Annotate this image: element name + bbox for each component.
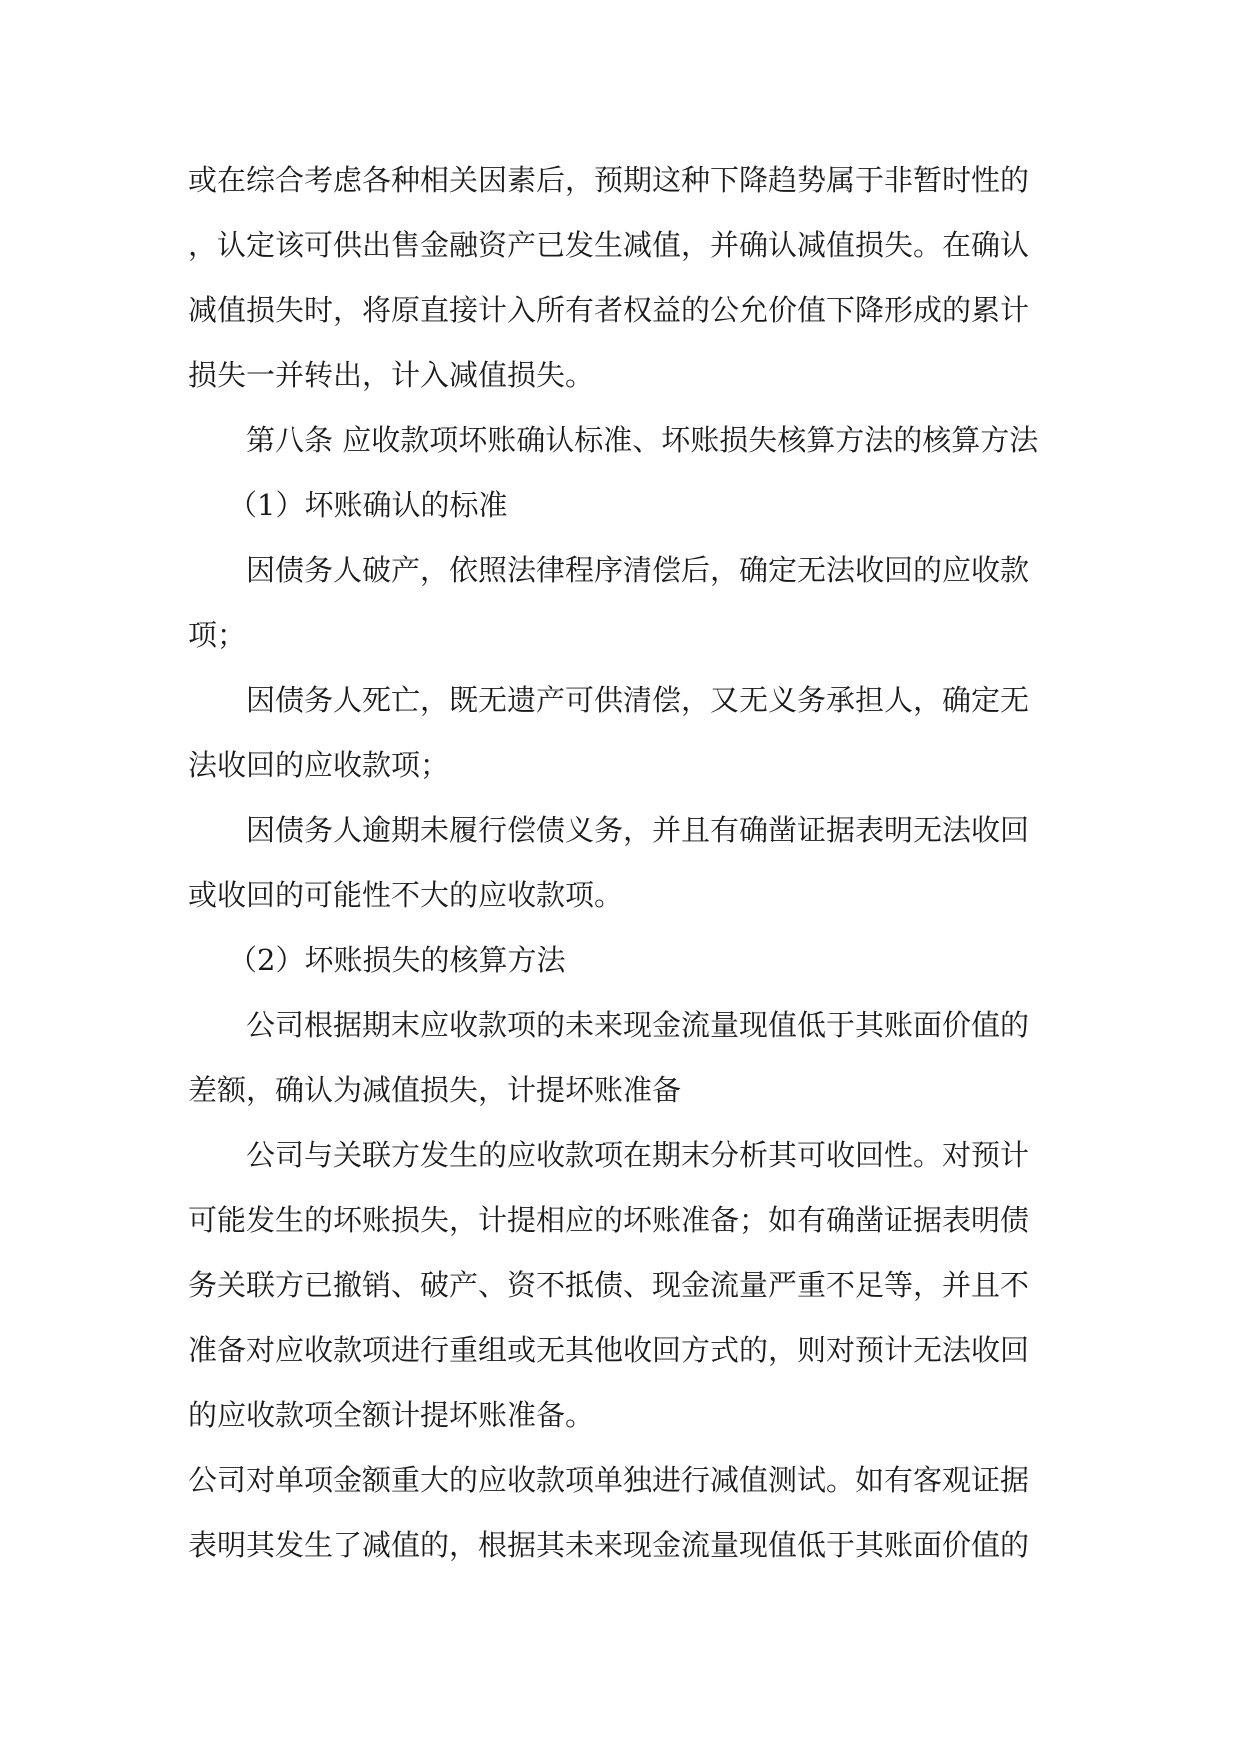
text-line: ，认定该可供出售金融资产已发生减值，并确认减值损失。在确认 [188,228,1030,262]
text-line: 法收回的应收款项； [188,748,450,782]
text-line: 因债务人死亡，既无遗产可供清偿，又无义务承担人，确定无 [246,683,1030,717]
text-line: 差额，确认为减值损失，计提坏账准备 [188,1073,682,1107]
text-line: 项； [188,618,247,652]
text-line: 准备对应收款项进行重组或无其他收回方式的，则对预计无法收回 [188,1333,1030,1367]
text-line: 务关联方已撤销、破产、资不抵债、现金流量严重不足等，并且不 [188,1268,1030,1302]
section-heading: （1）坏账确认的标准 [228,488,508,522]
section-heading: （2）坏账损失的核算方法 [228,943,566,977]
text-line: 公司根据期末应收款项的未来现金流量现值低于其账面价值的 [246,1008,1030,1042]
text-line: 表明其发生了减值的，根据其未来现金流量现值低于其账面价值的 [188,1528,1030,1562]
article-heading: 第八条 应收款项坏账确认标准、坏账损失核算方法的核算方法 [246,423,1039,457]
text-line: 损失一并转出，计入减值损失。 [188,358,595,392]
text-line: 公司与关联方发生的应收款项在期末分析其可收回性。对预计 [246,1138,1030,1172]
text-line: 公司对单项金额重大的应收款项单独进行减值测试。如有客观证据 [188,1463,1030,1497]
text-line: 或在综合考虑各种相关因素后，预期这种下降趋势属于非暂时性的 [188,163,1030,197]
text-line: 或收回的可能性不大的应收款项。 [188,878,624,912]
text-line: 的应收款项全额计提坏账准备。 [188,1398,595,1432]
text-line: 因债务人逾期未履行偿债义务，并且有确凿证据表明无法收回 [246,813,1030,847]
text-line: 因债务人破产，依照法律程序清偿后，确定无法收回的应收款 [246,553,1030,587]
text-line: 可能发生的坏账损失，计提相应的坏账准备；如有确凿证据表明债 [188,1203,1030,1237]
text-line: 减值损失时，将原直接计入所有者权益的公允价值下降形成的累计 [188,293,1030,327]
